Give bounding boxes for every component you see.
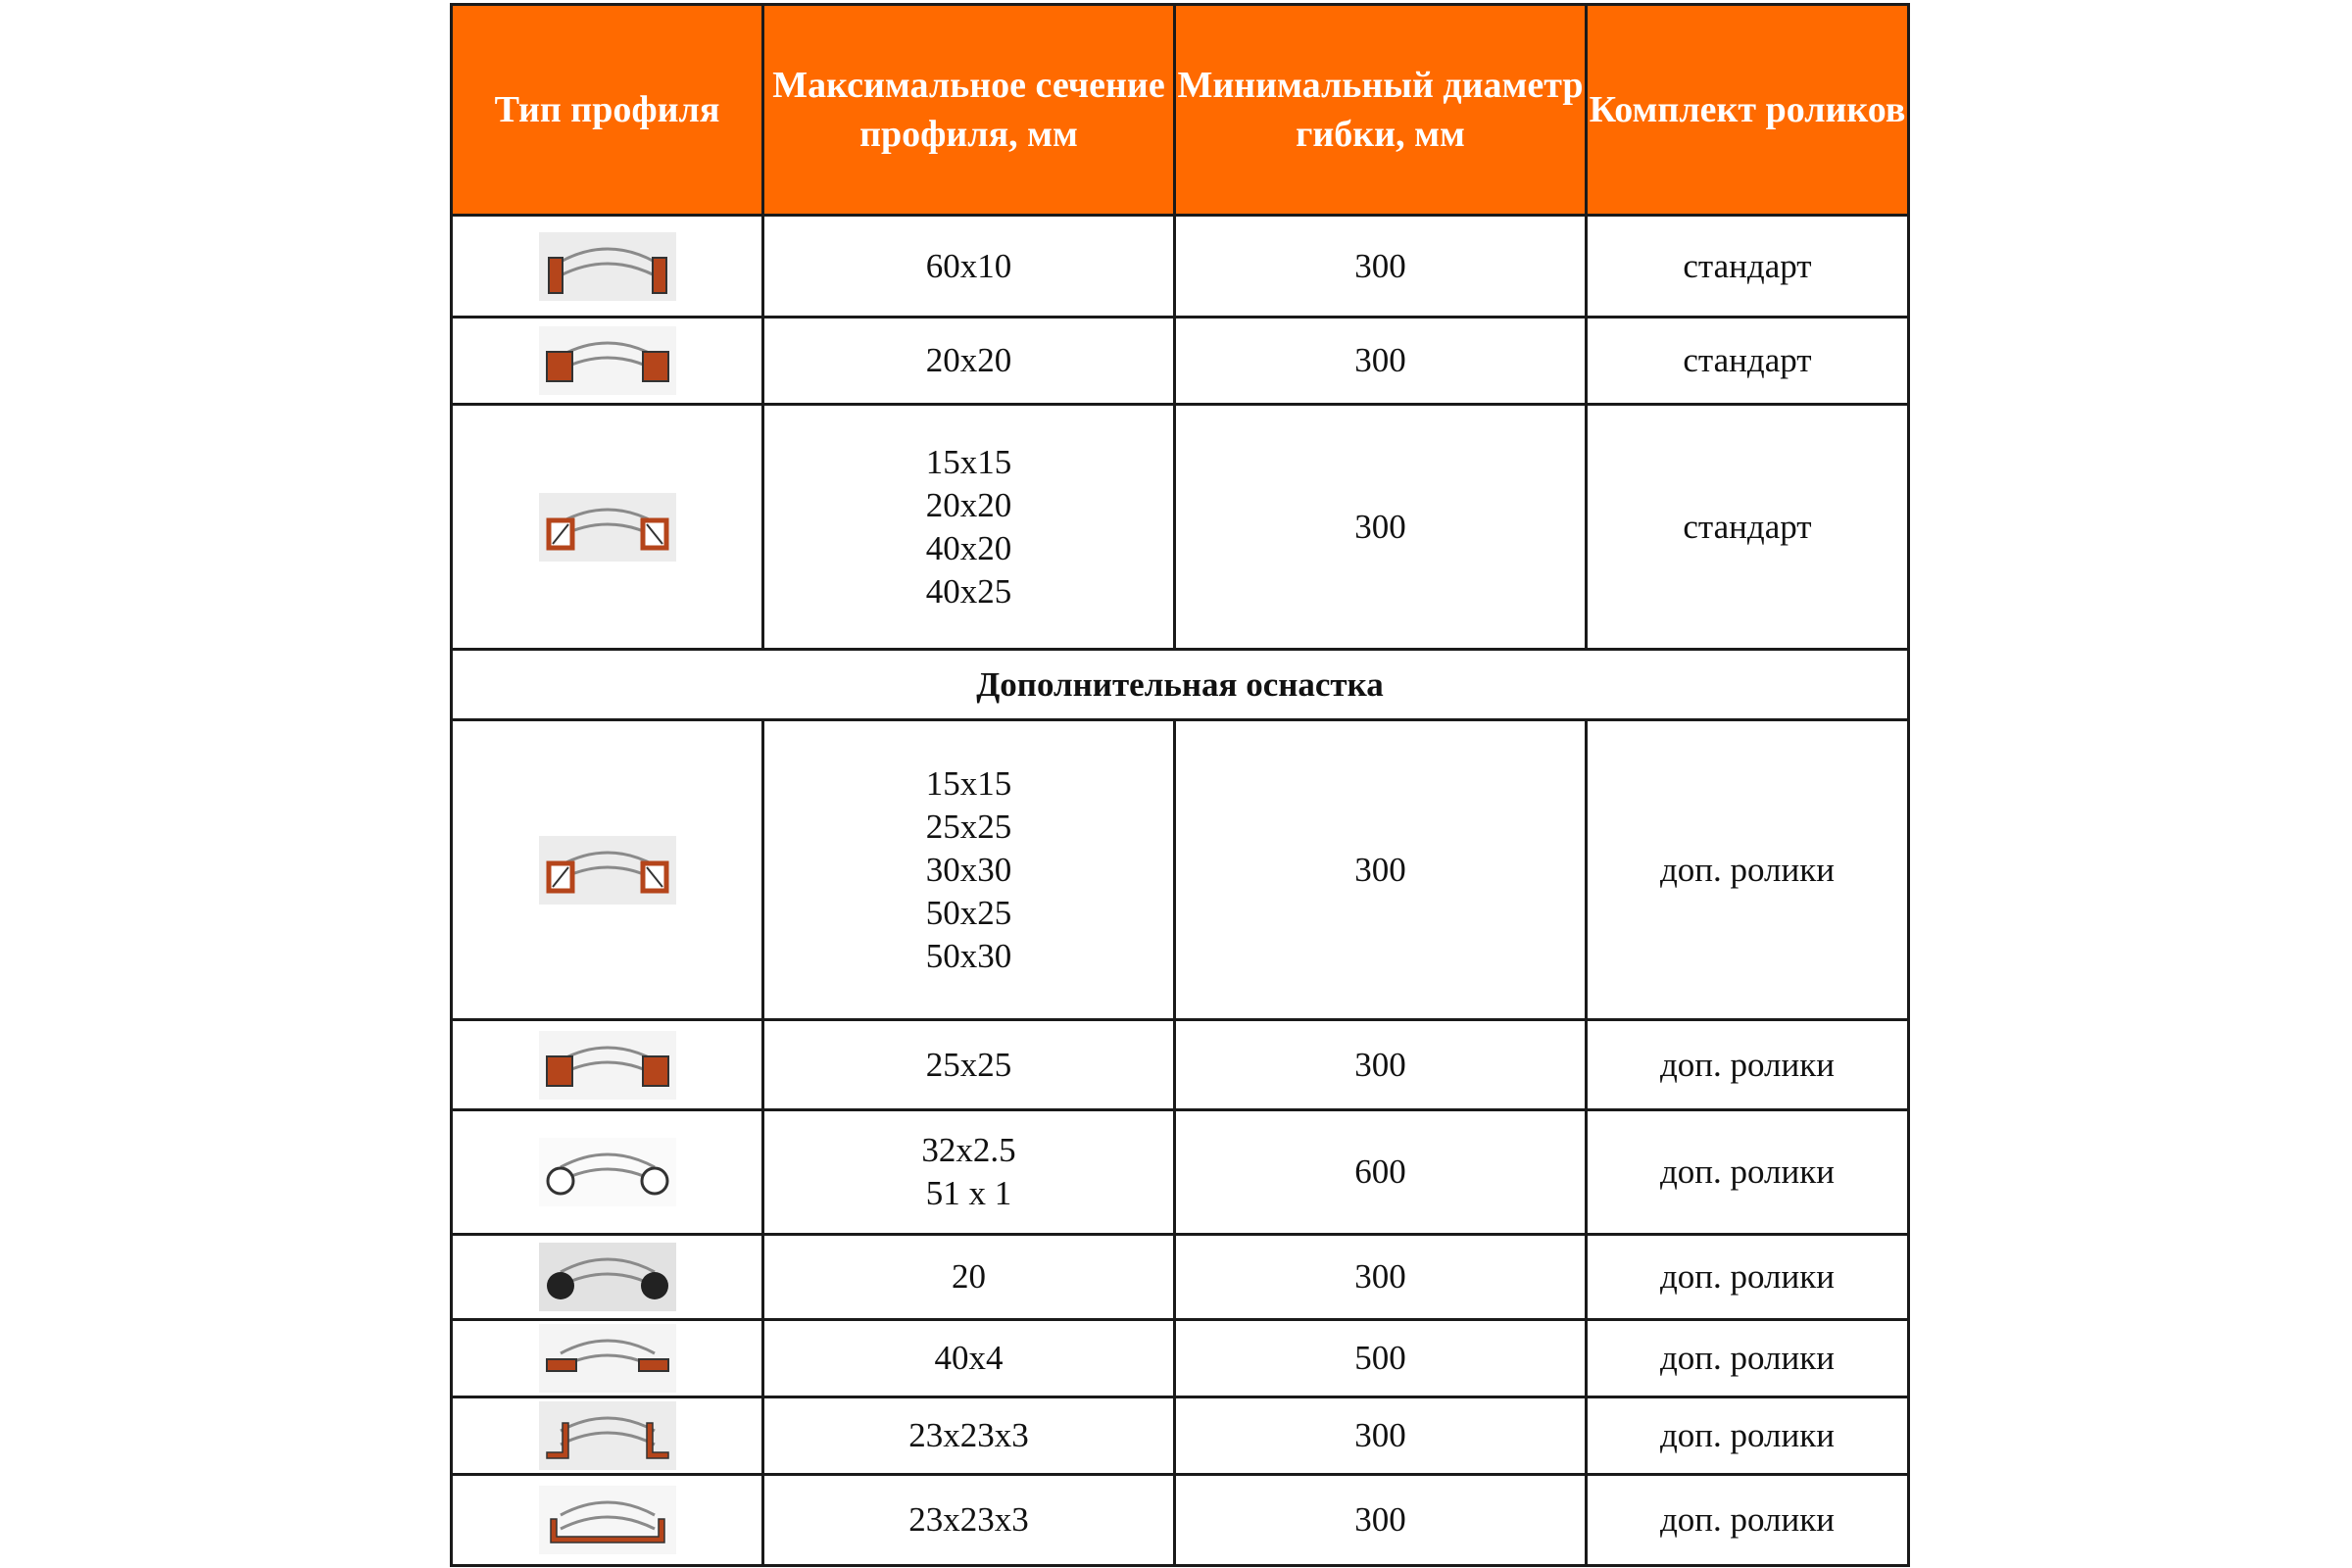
section-size: 32x2.5 <box>921 1131 1016 1169</box>
roller-kit-cell: доп. ролики <box>1587 1397 1909 1475</box>
min-diameter-cell: 300 <box>1175 1475 1587 1566</box>
max-section-cell <box>763 216 1175 318</box>
roller-kit-cell: стандарт <box>1587 216 1909 318</box>
angle-flange-in-profile-icon <box>539 1486 676 1554</box>
profile-type-cell <box>452 720 763 1020</box>
max-section-cell <box>763 1235 1175 1320</box>
profile-type-cell <box>452 1110 763 1235</box>
max-section-cell <box>763 318 1175 405</box>
min-diameter-cell: 300 <box>1175 318 1587 405</box>
table-row <box>452 1110 1909 1235</box>
section-size: 51 x 1 <box>925 1174 1012 1212</box>
min-diameter-cell: 300 <box>1175 1020 1587 1110</box>
round-bar-profile-icon <box>539 1243 676 1311</box>
roller-kit-cell: стандарт <box>1587 405 1909 650</box>
section-size: 23x23x3 <box>908 1500 1029 1539</box>
max-section-cell <box>763 1020 1175 1110</box>
section-size: 25x25 <box>925 1045 1012 1084</box>
min-diameter-cell: 300 <box>1175 405 1587 650</box>
table-row <box>452 405 1909 650</box>
min-diameter-cell: 500 <box>1175 1320 1587 1397</box>
roller-kit-cell: доп. ролики <box>1587 1020 1909 1110</box>
profile-type-cell <box>452 1020 763 1110</box>
section-size: 40x25 <box>925 571 1012 611</box>
roller-kit-cell: стандарт <box>1587 318 1909 405</box>
header-row <box>452 5 1909 216</box>
section-size: 40x4 <box>934 1339 1004 1377</box>
square-tube-profile-icon <box>539 836 676 905</box>
max-section-cell <box>763 1110 1175 1235</box>
roller-kit-cell: доп. ролики <box>1587 1235 1909 1320</box>
section-size: 40x20 <box>925 528 1012 567</box>
profile-type-cell <box>452 405 763 650</box>
profile-type-cell <box>452 1320 763 1397</box>
section-size: 20x20 <box>925 341 1012 379</box>
section-size: 23x23x3 <box>908 1416 1029 1454</box>
profile-type-cell <box>452 318 763 405</box>
profile-type-cell <box>452 1397 763 1475</box>
table-row <box>452 720 1909 1020</box>
profile-type-cell <box>452 1235 763 1320</box>
table-row <box>452 318 1909 405</box>
table-row <box>452 216 1909 318</box>
max-section-cell <box>763 405 1175 650</box>
section-size: 15x15 <box>925 442 1012 481</box>
section-title: Дополнительная оснастка <box>452 650 1909 720</box>
header-max-section: Максимальное сечение профиля, мм <box>763 5 1175 216</box>
section-size: 25x25 <box>925 807 1012 846</box>
section-size: 50x25 <box>925 893 1012 932</box>
roller-kit-cell: доп. ролики <box>1587 1475 1909 1566</box>
table-row <box>452 1397 1909 1475</box>
profile-bending-table <box>450 3 1910 1567</box>
roller-kit-cell: доп. ролики <box>1587 720 1909 1020</box>
roller-kit-cell: доп. ролики <box>1587 1320 1909 1397</box>
section-size: 20x20 <box>925 485 1012 524</box>
square-tube-profile-icon <box>539 493 676 562</box>
section-row <box>452 650 1909 720</box>
max-section-cell <box>763 1475 1175 1566</box>
profile-type-cell <box>452 216 763 318</box>
min-diameter-cell: 600 <box>1175 1110 1587 1235</box>
section-size: 30x30 <box>925 850 1012 889</box>
section-size: 50x30 <box>925 936 1012 975</box>
section-size: 15x15 <box>925 763 1012 803</box>
section-size: 20 <box>952 1257 986 1296</box>
header-min-diameter: Минимальный диаметр гибки, мм <box>1175 5 1587 216</box>
max-section-cell <box>763 1320 1175 1397</box>
min-diameter-cell: 300 <box>1175 216 1587 318</box>
profile-type-cell <box>452 1475 763 1566</box>
flat-strip-profile-icon <box>539 1324 676 1393</box>
table-body <box>452 216 1909 1566</box>
table-row <box>452 1320 1909 1397</box>
round-tube-profile-icon <box>539 1138 676 1206</box>
header-profile-type: Тип профиля <box>452 5 763 216</box>
flat-bar-profile-icon <box>539 232 676 301</box>
section-size: 60x10 <box>925 246 1012 285</box>
min-diameter-cell: 300 <box>1175 1235 1587 1320</box>
table-row <box>452 1235 1909 1320</box>
square-bar-profile-icon <box>539 1031 676 1100</box>
angle-flange-out-profile-icon <box>539 1401 676 1470</box>
min-diameter-cell: 300 <box>1175 1397 1587 1475</box>
header-roller-kit: Комплект роликов <box>1587 5 1909 216</box>
table-row <box>452 1475 1909 1566</box>
square-bar-profile-icon <box>539 326 676 395</box>
min-diameter-cell: 300 <box>1175 720 1587 1020</box>
table-row <box>452 1020 1909 1110</box>
roller-kit-cell: доп. ролики <box>1587 1110 1909 1235</box>
max-section-cell <box>763 1397 1175 1475</box>
max-section-cell <box>763 720 1175 1020</box>
